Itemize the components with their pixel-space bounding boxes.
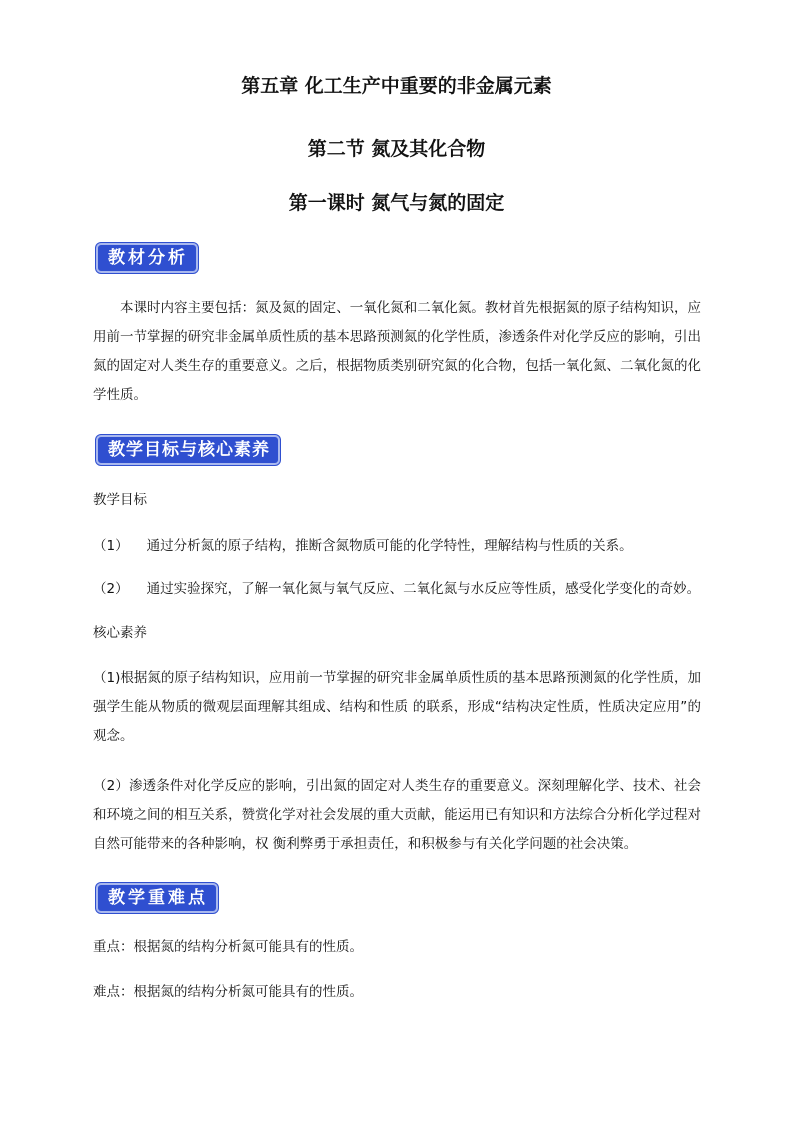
goal-number: （1） — [93, 538, 129, 554]
section-badge-analysis: 教材分析 — [96, 243, 198, 273]
goal-item — [93, 532, 701, 561]
core-paragraph-2: （2）渗透条件对化学反应的影响，引出氮的固定对人类生存的重要意义。深刻理解化学、技术、社会和环境之间的相互关系，赞赏化学对社会发展的重大贡献，能运用已有知识和方法综合分析化学过程对自然可能带来的各种影响，权 衡利弊勇于承担责任，和积极参与有关化学问题的社会决策。 — [93, 778, 701, 852]
goal-text: 通过分析氮的原子结构，推断含氮物质可能的化学特性，理解结构与性质的关系。 — [146, 538, 633, 554]
analysis-paragraph: 本课时内容主要包括：氮及氮的固定、一氧化氮和二氧化氮。教材首先根据氮的原子结构知识，应用前一节掌握的研究非金属单质性质的基本思路预测氮的化学性质，渗透条件对化学反应的影响，引出氮的固定对人类生存的重要意义。之后，根据物质类别研究氮的化合物，包括一氧化氮、二氧化氮的化学性质。 — [93, 300, 701, 403]
difficult-point: 难点：根据氮的结构分析氮可能具有的性质。 — [93, 984, 363, 1000]
goal-text: 通过实验探究，了解一氧化氮与氧气反应、二氧化氮与水反应等性质，感受化学变化的奇妙。 — [146, 581, 701, 597]
core-label: 核心素养 — [93, 625, 147, 641]
goal-item — [93, 575, 701, 604]
goal-label: 教学目标 — [93, 492, 147, 508]
goal-number: （2） — [93, 581, 129, 597]
chapter-title: 第五章 化工生产中重要的非金属元素 — [241, 75, 552, 97]
key-point: 重点：根据氮的结构分析氮可能具有的性质。 — [93, 939, 363, 955]
lesson-title: 第一课时 氮气与氮的固定 — [288, 192, 505, 214]
section-badge-keypoints: 教学重难点 — [96, 883, 218, 913]
core-paragraph-1: （1)根据氮的原子结构知识，应用前一节掌握的研究非金属单质性质的基本思路预测氮的化学性质，加强学生能从物质的微观层面理解其组成、结构和性质 的联系，形成“结构决定性质，性质决定应用”的观念。 — [93, 670, 701, 744]
section-badge-goals: 教学目标与核心素养 — [96, 435, 280, 465]
section-title: 第二节 氮及其化合物 — [307, 138, 486, 160]
